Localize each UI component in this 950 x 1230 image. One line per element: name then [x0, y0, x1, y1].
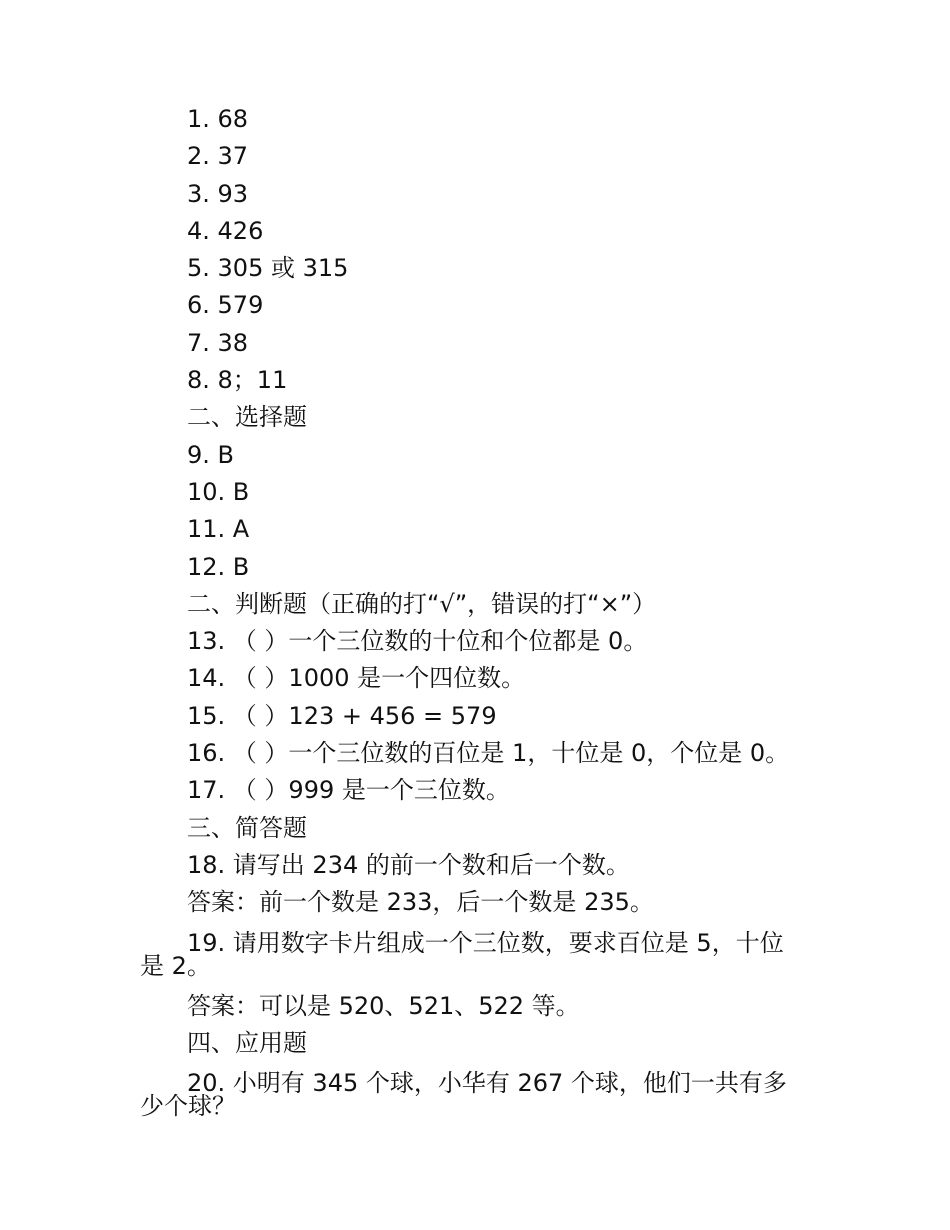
question-20: 20. 小明有 345 个球，小华有 267 个球，他们一共有多少个球？	[140, 1069, 787, 1121]
answer-18: 答案：前一个数是 233，后一个数是 235。	[187, 888, 654, 917]
section-heading-application: 四、应用题	[187, 1028, 307, 1057]
answer-3: 3. 93	[187, 179, 249, 208]
answer-11: 11. A	[187, 515, 250, 544]
question-16: 16. （ ）一个三位数的百位是 1，十位是 0，个位是 0。	[187, 739, 790, 768]
answer-12: 12. B	[187, 552, 250, 581]
section-heading-choice: 二、选择题	[187, 403, 307, 432]
answer-content	[140, 101, 820, 1128]
answer-19: 答案：可以是 520、521、522 等。	[187, 991, 580, 1020]
section-heading-judgement: 二、判断题（正确的打“√”，错误的打“×”）	[187, 589, 657, 618]
question-14: 14. （ ）1000 是一个四位数。	[187, 664, 526, 693]
answer-1: 1. 68	[187, 105, 249, 133]
question-13: 13. （ ）一个三位数的十位和个位都是 0。	[187, 627, 648, 656]
answer-7: 7. 38	[187, 328, 249, 357]
question-17: 17. （ ）999 是一个三位数。	[187, 776, 510, 805]
section-heading-short-answer: 三、简答题	[187, 813, 307, 842]
answer-9: 9. B	[187, 440, 234, 469]
answer-5: 5. 305 或 315	[187, 254, 349, 283]
answer-8: 8. 8；11	[187, 366, 288, 395]
answer-2: 2. 37	[187, 142, 249, 171]
answer-10: 10. B	[187, 477, 250, 506]
question-19: 19. 请用数字卡片组成一个三位数，要求百位是 5，十位是 2。	[140, 928, 784, 980]
question-18: 18. 请写出 234 的前一个数和后一个数。	[187, 850, 630, 879]
question-15: 15. （ ）123 + 456 = 579	[187, 701, 497, 730]
answer-6: 6. 579	[187, 291, 264, 320]
answer-4: 4. 426	[187, 216, 264, 245]
